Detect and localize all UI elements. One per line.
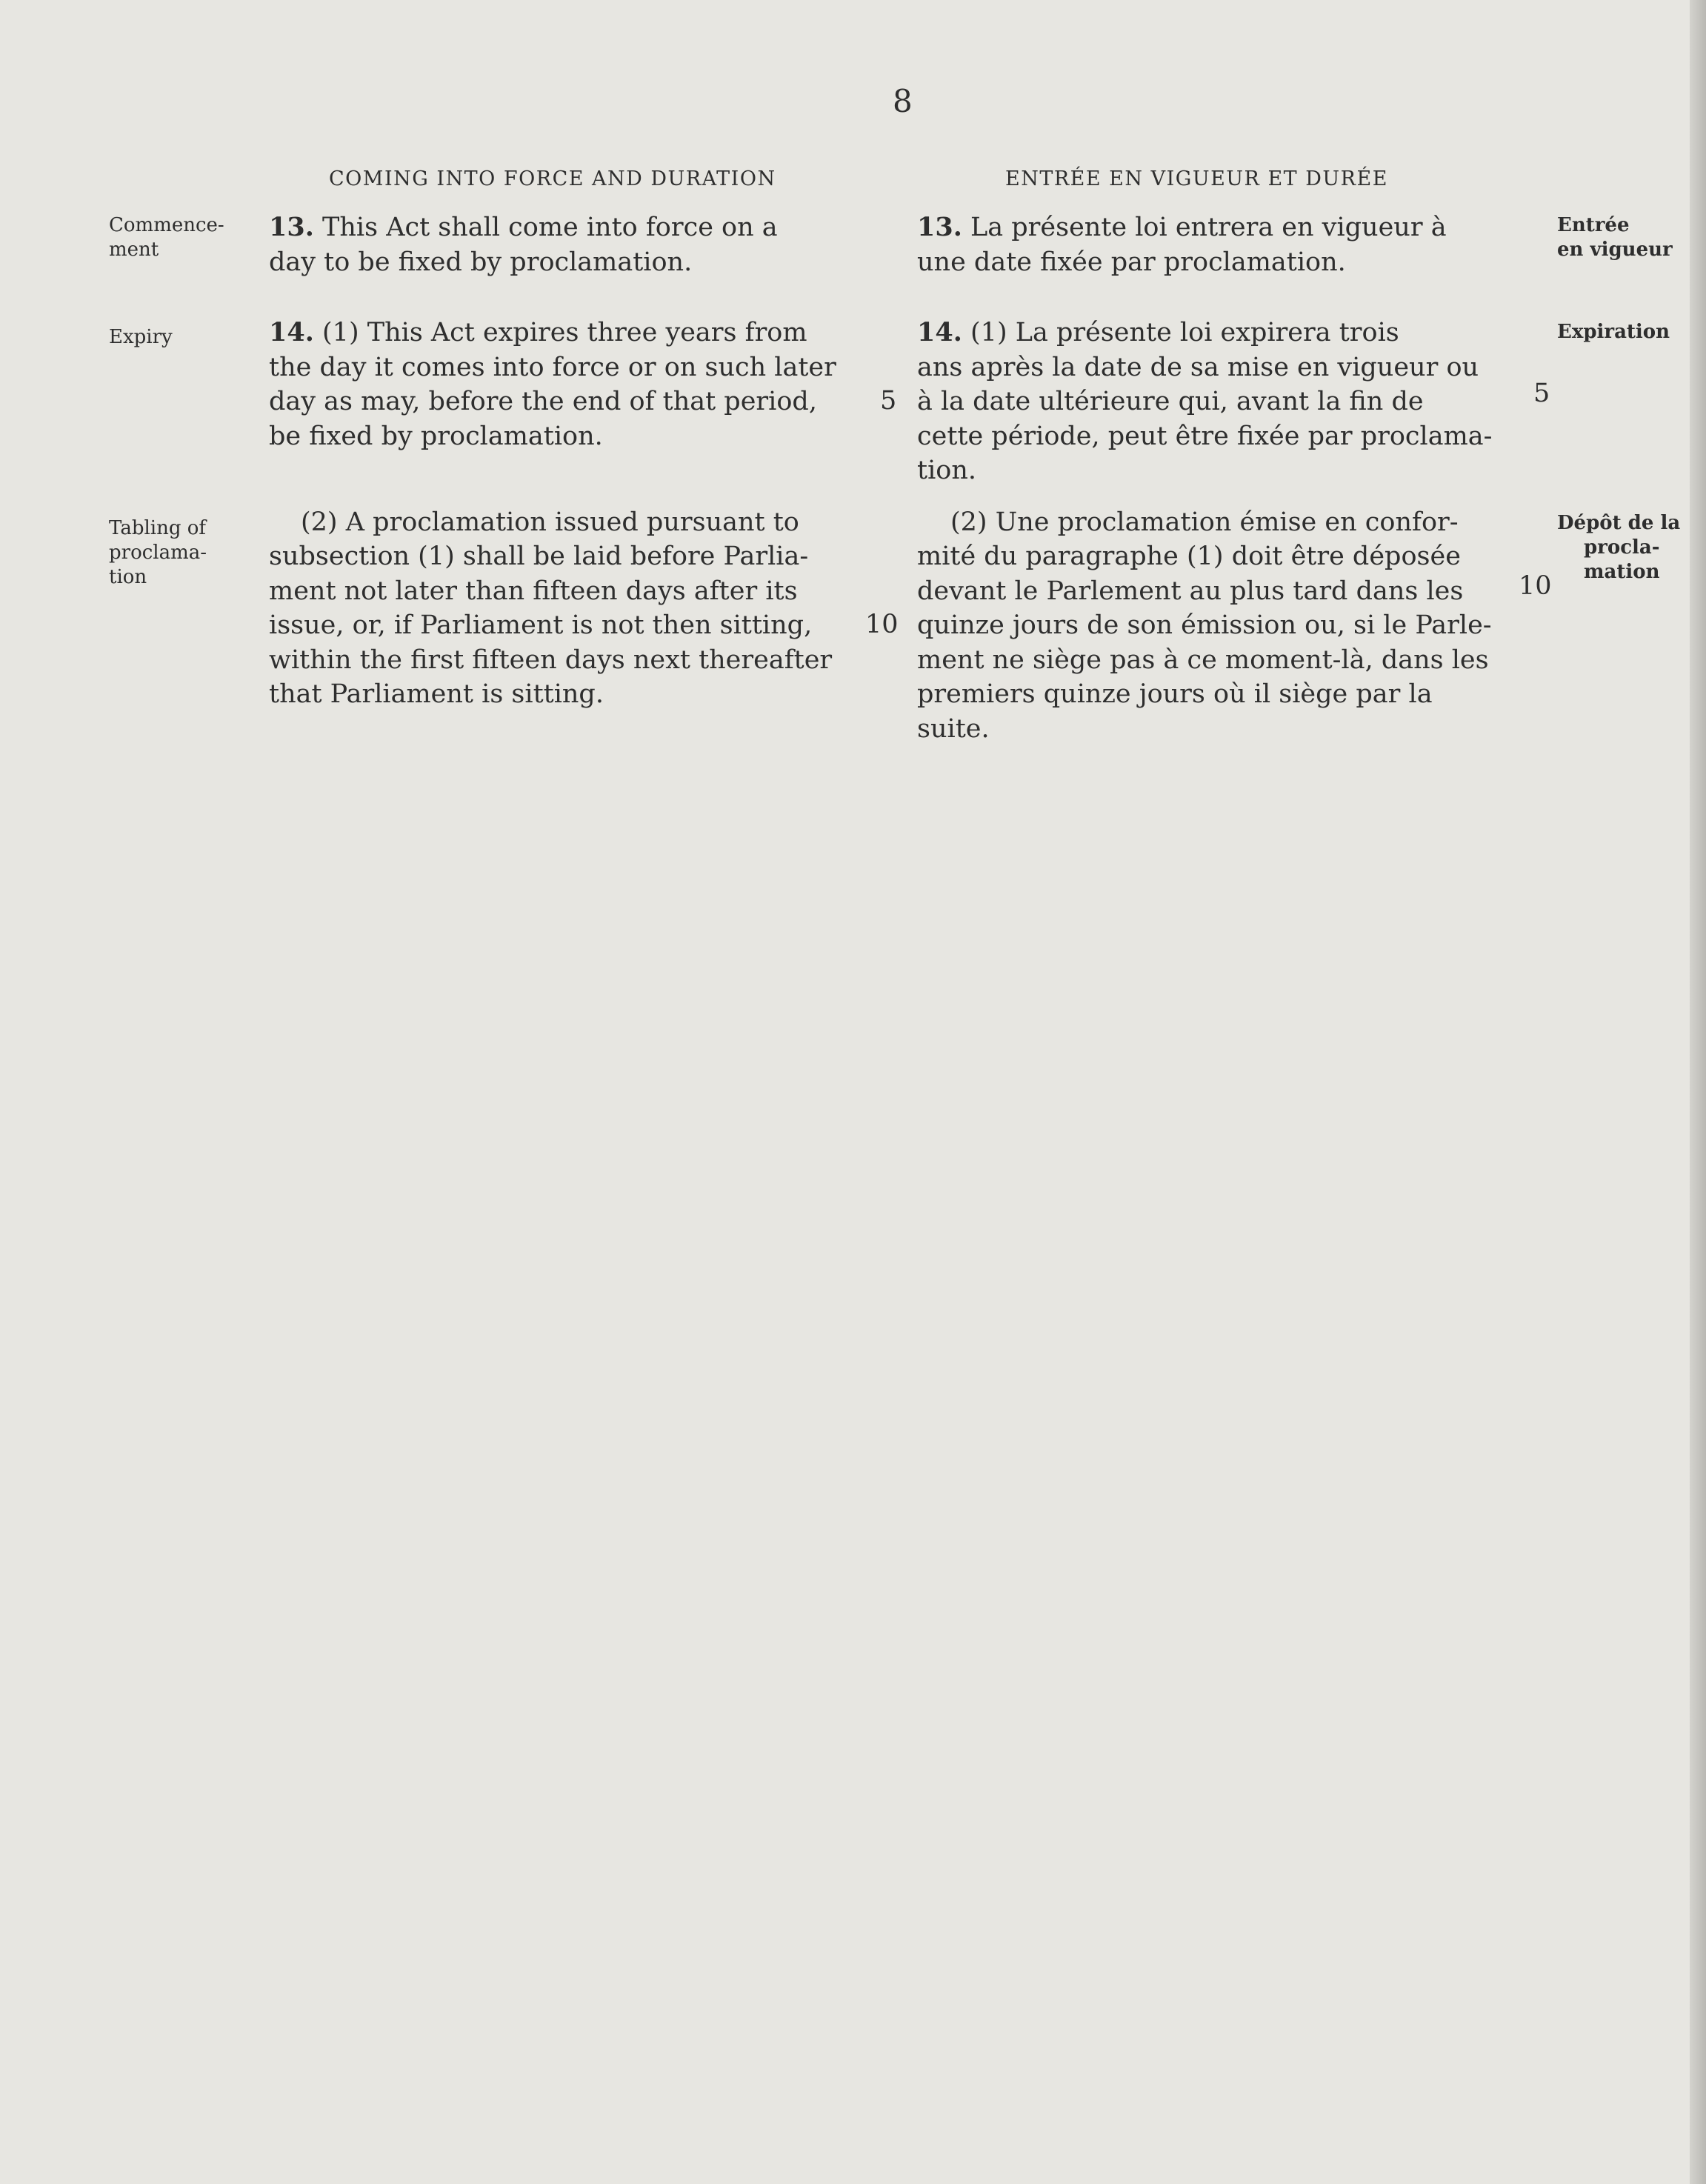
section-number: 13. [917, 212, 962, 242]
text-line: This Act shall come into force on a [313, 213, 778, 242]
page-number: 8 [893, 83, 913, 119]
note-line: proclama- [109, 542, 207, 564]
section-number: 14. [917, 317, 962, 347]
note-line: Dépôt de la [1557, 512, 1681, 534]
text-line: (1) This Act expires three years from [313, 318, 807, 347]
note-line: Tabling of [109, 517, 207, 539]
line-number-5-english: 5 [880, 386, 897, 416]
section-14-2-french-first-line [950, 505, 1459, 540]
marginal-note-expiry [109, 325, 235, 350]
note-line: Expiry [109, 326, 173, 348]
text-line: the day it comes into force or on such later [269, 352, 836, 382]
text-line: La présente loi entrera en vigueur à [962, 213, 1447, 242]
text-line: ment not later than fifteen days after its [269, 576, 798, 606]
section-13-english [269, 210, 778, 279]
marginal-note-tabling-of-proclamation [109, 516, 235, 590]
text-line: (2) Une proclamation émise en confor- [950, 507, 1459, 537]
text-line: that Parliament is sitting. [269, 679, 604, 709]
marginal-note-entree-en-vigueur [1557, 213, 1673, 262]
marginal-note-depot-de-la-proclamation [1557, 511, 1680, 585]
paper-edge [1690, 0, 1706, 2184]
note-line: ment [109, 239, 159, 261]
text-line: ment ne siège pas à ce moment-là, dans les [917, 645, 1489, 675]
text-line: suite. [917, 713, 990, 744]
line-number-5-french: 5 [1533, 379, 1550, 408]
text-line: ans après la date de sa mise en vigueur ou [917, 352, 1479, 382]
marginal-note-expiration [1557, 320, 1670, 344]
section-14-2-english-first-line [301, 505, 799, 540]
text-line: premiers quinze jours où il siège par la [917, 679, 1433, 709]
section-number: 14. [269, 317, 314, 347]
text-line: à la date ultérieure qui, avant la fin de [917, 387, 1424, 416]
text-line: issue, or, if Parliament is not then sitting, [269, 610, 813, 640]
text-line: devant le Parlement au plus tard dans les [917, 576, 1464, 606]
note-line: Commence- [109, 214, 224, 236]
note-line: procla- [1584, 536, 1660, 559]
text-line: within the first fifteen days next thereafter [269, 645, 833, 675]
text-line: tion. [917, 456, 976, 485]
line-number-10-french: 10 [1519, 571, 1552, 601]
section-14-1-french [917, 316, 1492, 488]
section-14-1-english [269, 316, 836, 453]
text-line: be fixed by proclamation. [269, 421, 603, 451]
section-number: 13. [269, 212, 314, 242]
text-line: une date fixée par proclamation. [917, 247, 1346, 277]
marginal-note-commencement [109, 213, 235, 262]
section-14-2-french [917, 539, 1492, 746]
text-line: subsection (1) shall be laid before Parlia- [269, 542, 809, 571]
heading-english: COMING INTO FORCE AND DURATION [329, 167, 776, 190]
note-line: Entrée [1557, 214, 1630, 236]
text-line: mité du paragraphe (1) doit être déposée [917, 542, 1461, 571]
note-line: en vigueur [1557, 239, 1673, 261]
text-line: (2) A proclamation issued pursuant to [301, 507, 799, 537]
note-line: mation [1584, 561, 1660, 583]
line-number-10-english: 10 [865, 610, 899, 639]
text-line: day as may, before the end of that period, [269, 387, 817, 416]
note-line: Expiration [1557, 321, 1670, 343]
text-line: day to be fixed by proclamation. [269, 247, 693, 277]
section-14-2-english [269, 539, 832, 712]
text-line: quinze jours de son émission ou, si le Parle- [917, 610, 1492, 640]
text-line: (1) La présente loi expirera trois [962, 318, 1399, 347]
section-13-french [917, 210, 1447, 279]
text-line: cette période, peut être fixée par proclama- [917, 421, 1493, 451]
note-line: tion [109, 566, 147, 588]
heading-french: ENTRÉE EN VIGUEUR ET DURÉE [1005, 167, 1388, 190]
